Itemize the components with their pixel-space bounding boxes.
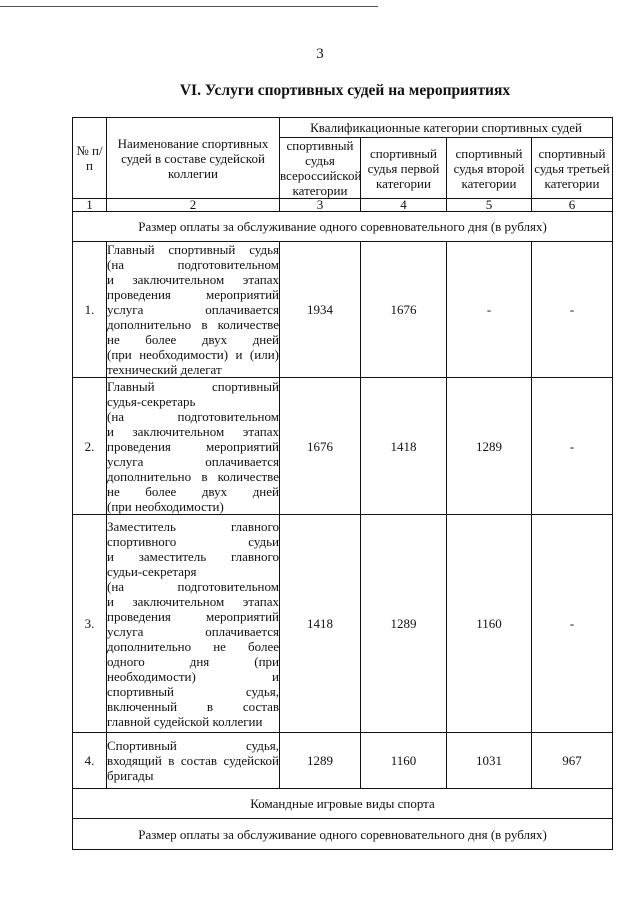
fee-second: 1160 [447,515,532,733]
header-row-group [73,118,613,138]
role-line: услуга оплачивается [107,302,279,317]
column-index: 3 [280,199,361,212]
role-line: судья-секретарь [107,393,196,409]
page-number: 3 [316,46,324,62]
section-row [73,789,613,819]
role-line: дополнительно не более [107,638,279,654]
role-line: Главный спортивный [107,378,279,394]
role-line: не более двух дней [107,332,279,347]
role-line: проведения мероприятий [107,608,279,624]
role-line: спортивного судьи [107,533,279,549]
header-category-all-russian: спортивный судья всероссийской категории [280,138,362,198]
fee-first: 1676 [361,242,447,378]
section-row [73,819,613,850]
role-line: входящий в состав судейской [107,753,279,768]
fee-first: 1418 [361,378,447,515]
header-categories-group: Квалификационные категории спортивных судей [280,118,613,138]
role-line: и заключительном этапах [107,272,279,287]
role-line: Заместитель главного [107,518,279,534]
section-row-fee-caption-2: Размер оплаты за обслуживание одного соревновательного дня (в рублях) [73,819,613,850]
role-line: (на подготовительном [107,408,279,424]
fee-third: 967 [532,733,613,789]
fee-first: 1289 [361,515,447,733]
header-category-second: спортивный судья второй категории [447,138,532,199]
fee-third: - [532,378,613,515]
section-row-team-sports: Командные игровые виды спорта [73,789,613,819]
row-number: 3. [73,515,107,733]
referee-role-name [107,378,280,515]
role-line: и заключительном этапах [107,423,279,439]
role-line: включенный в состав [107,698,279,714]
table-row [73,242,613,378]
role-line: (на подготовительном [107,578,279,594]
role-line: одного дня (при [107,653,279,669]
role-line: дополнительно в количестве [107,317,279,332]
column-index: 6 [532,199,613,212]
role-line: дополнительно в количестве [107,468,279,484]
section-row [73,212,613,242]
column-index: 2 [107,199,280,212]
role-line: судьи-секретаря [107,563,197,579]
header-name: Наименование спортивных судей в составе судейской коллегии [107,118,280,199]
fee-all-russian: 1934 [280,242,361,378]
fee-second: 1031 [447,733,532,789]
fee-second: - [447,242,532,378]
row-number: 4. [73,733,107,789]
fee-all-russian: 1289 [280,733,361,789]
section-row-fee-caption: Размер оплаты за обслуживание одного соревновательного дня (в рублях) [73,212,613,242]
column-index: 5 [447,199,532,212]
column-index: 4 [361,199,447,212]
table-row [73,378,613,515]
referee-role-name [107,733,280,789]
role-line: спортивный судья, [107,683,279,699]
role-line: и заключительном этапах [107,593,279,609]
role-line: проведения мероприятий [107,438,279,454]
header-category-third: спортивный судья третьей категории [532,138,613,199]
role-line: и заместитель главного [107,548,279,564]
section-title: VI. Услуги спортивных судей на мероприятиях [179,82,511,99]
fee-first: 1160 [361,733,447,789]
role-line: Главный спортивный судья [107,242,279,257]
role-line: технический делегат [107,362,222,377]
fee-third: - [532,515,613,733]
role-line: услуга оплачивается [107,623,279,639]
column-index-row [73,199,613,212]
fee-all-russian: 1418 [280,515,361,733]
table-row [73,515,613,733]
referee-role-name [107,242,280,378]
role-line: Спортивный судья, [107,738,279,753]
column-index: 1 [73,199,107,212]
table-row [73,733,613,789]
role-line: бригады [107,768,154,783]
role-line: проведения мероприятий [107,287,279,302]
fee-third: - [532,242,613,378]
role-line: (при необходимости) и (или) [107,347,279,362]
header-number: № п/п [73,118,107,199]
role-line: (при необходимости) [107,498,224,514]
role-line: необходимости) и [107,668,279,684]
role-line: не более двух дней [107,483,279,499]
fee-second: 1289 [447,378,532,515]
row-number: 2. [73,378,107,515]
top-rule [0,6,378,7]
fee-all-russian: 1676 [280,378,361,515]
row-number: 1. [73,242,107,378]
role-line: главной судейской коллегии [107,713,263,729]
role-line: услуга оплачивается [107,453,279,469]
referee-role-name [107,515,280,733]
referee-fees-table [72,117,613,850]
header-category-first: спортивный судья первой категории [361,138,447,199]
role-line: (на подготовительном [107,257,279,272]
